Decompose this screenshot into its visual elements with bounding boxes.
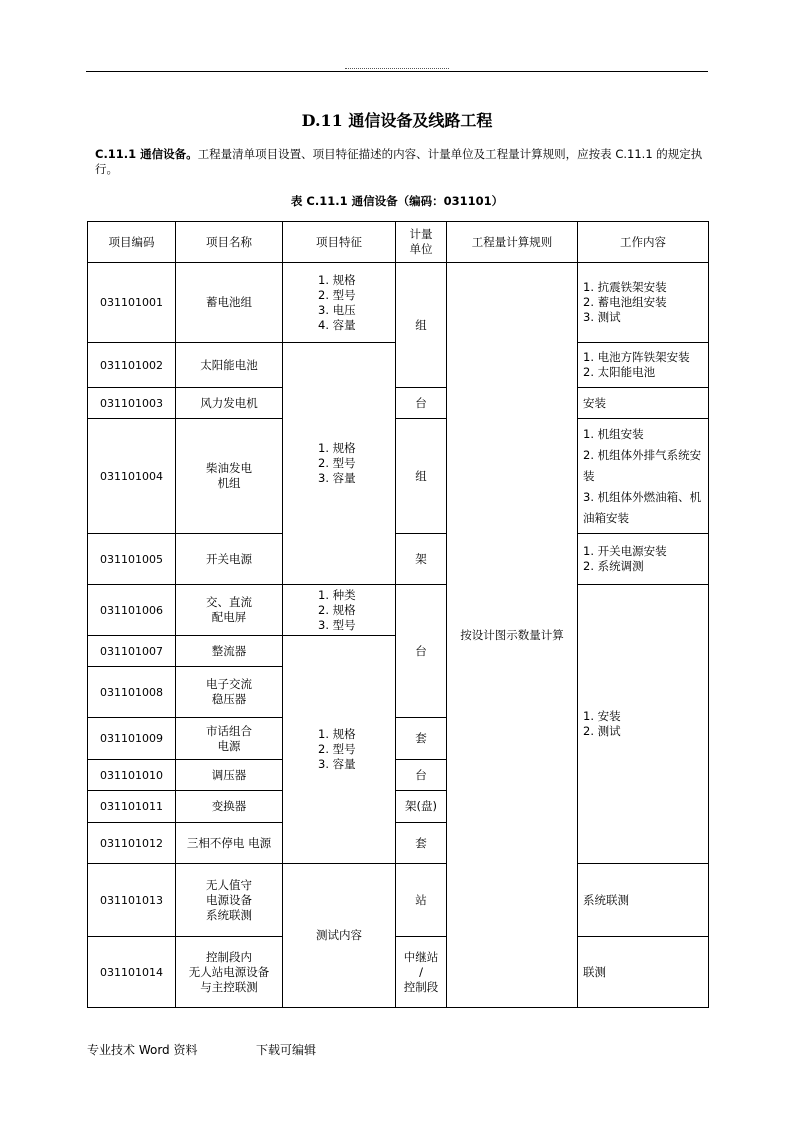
table-row <box>88 388 709 419</box>
column-header-code: 项目编码 <box>88 222 176 263</box>
table-header-row <box>88 222 709 263</box>
table-row <box>88 263 709 343</box>
item-unit: 台 <box>396 585 447 718</box>
item-code: 031101013 <box>88 864 176 937</box>
item-code: 031101011 <box>88 791 176 823</box>
item-unit: 架(盘) <box>396 791 447 823</box>
item-code: 031101009 <box>88 718 176 760</box>
work-content: 1. 机组安装 2. 机组体外排气系统安装 3. 机组体外燃油箱、机油箱安装 <box>578 419 709 534</box>
item-code: 031101001 <box>88 263 176 343</box>
intro-text: 工程量清单项目设置、项目特征描述的内容、计量单位及工程量计算规则，应按表 C.11.1 的规定执行。 <box>95 147 703 176</box>
column-header-rule: 工程量计算规则 <box>447 222 578 263</box>
communication-equipment-table <box>87 221 709 1008</box>
item-unit: 中继站 / 控制段 <box>396 937 447 1008</box>
item-unit: 台 <box>396 388 447 419</box>
quantity-rule: 按设计图示数量计算 <box>447 263 578 1008</box>
table-caption: 表 C.11.1 通信设备（编码：031101） <box>290 194 504 208</box>
column-header-unit: 计量 单位 <box>396 222 447 263</box>
table-row <box>88 864 709 937</box>
work-content: 安装 <box>578 388 709 419</box>
item-code: 031101004 <box>88 419 176 534</box>
item-unit: 组 <box>396 419 447 534</box>
item-name: 太阳能电池 <box>176 343 283 388</box>
column-header-work: 工作内容 <box>578 222 709 263</box>
work-content: 联测 <box>578 937 709 1008</box>
item-name: 整流器 <box>176 636 283 667</box>
item-features: 1. 规格 2. 型号 3. 容量 <box>283 636 396 864</box>
item-features: 1. 规格 2. 型号 3. 电压 4. 容量 <box>283 263 396 343</box>
item-name: 三相不停电 电源 <box>176 823 283 864</box>
header-rule <box>86 71 708 72</box>
item-features: 1. 种类 2. 规格 3. 型号 <box>283 585 396 636</box>
item-code: 031101002 <box>88 343 176 388</box>
table-row <box>88 534 709 585</box>
work-content: 1. 电池方阵铁架安装 2. 太阳能电池 <box>578 343 709 388</box>
item-name: 风力发电机 <box>176 388 283 419</box>
work-content: 系统联测 <box>578 864 709 937</box>
item-code: 031101012 <box>88 823 176 864</box>
item-code: 031101014 <box>88 937 176 1008</box>
item-features: 1. 规格 2. 型号 3. 容量 <box>283 343 396 585</box>
item-unit: 套 <box>396 823 447 864</box>
item-name: 市话组合 电源 <box>176 718 283 760</box>
item-code: 031101008 <box>88 667 176 718</box>
work-content: 1. 安装 2. 测试 <box>578 585 709 864</box>
header-dots <box>345 62 449 69</box>
item-unit: 台 <box>396 760 447 791</box>
work-content: 1. 抗震铁架安装 2. 蓄电池组安装 3. 测试 <box>578 263 709 343</box>
table-row <box>88 937 709 1008</box>
item-code: 031101005 <box>88 534 176 585</box>
intro-section-label: C.11.1 通信设备。 <box>95 147 198 161</box>
item-unit: 组 <box>396 263 447 388</box>
item-code: 031101010 <box>88 760 176 791</box>
item-name: 开关电源 <box>176 534 283 585</box>
item-unit: 套 <box>396 718 447 760</box>
table-row <box>88 419 709 534</box>
item-code: 031101007 <box>88 636 176 667</box>
item-features: 测试内容 <box>283 864 396 1008</box>
column-header-features: 项目特征 <box>283 222 396 263</box>
item-code: 031101003 <box>88 388 176 419</box>
item-unit: 站 <box>396 864 447 937</box>
table-row <box>88 585 709 636</box>
page-title: D.11 通信设备及线路工程 <box>301 111 493 130</box>
intro-paragraph <box>95 147 710 177</box>
footer-right: 下载可编辑 <box>256 1043 317 1057</box>
footer-left: 专业技术 Word 资料 <box>87 1043 198 1057</box>
item-name: 无人值守 电源设备 系统联测 <box>176 864 283 937</box>
item-name: 调压器 <box>176 760 283 791</box>
item-unit: 架 <box>396 534 447 585</box>
item-name: 蓄电池组 <box>176 263 283 343</box>
work-content: 1. 开关电源安装 2. 系统调测 <box>578 534 709 585</box>
item-name: 电子交流 稳压器 <box>176 667 283 718</box>
item-name: 柴油发电 机组 <box>176 419 283 534</box>
column-header-name: 项目名称 <box>176 222 283 263</box>
item-name: 控制段内 无人站电源设备 与主控联测 <box>176 937 283 1008</box>
item-name: 交、直流 配电屏 <box>176 585 283 636</box>
item-name: 变换器 <box>176 791 283 823</box>
item-code: 031101006 <box>88 585 176 636</box>
